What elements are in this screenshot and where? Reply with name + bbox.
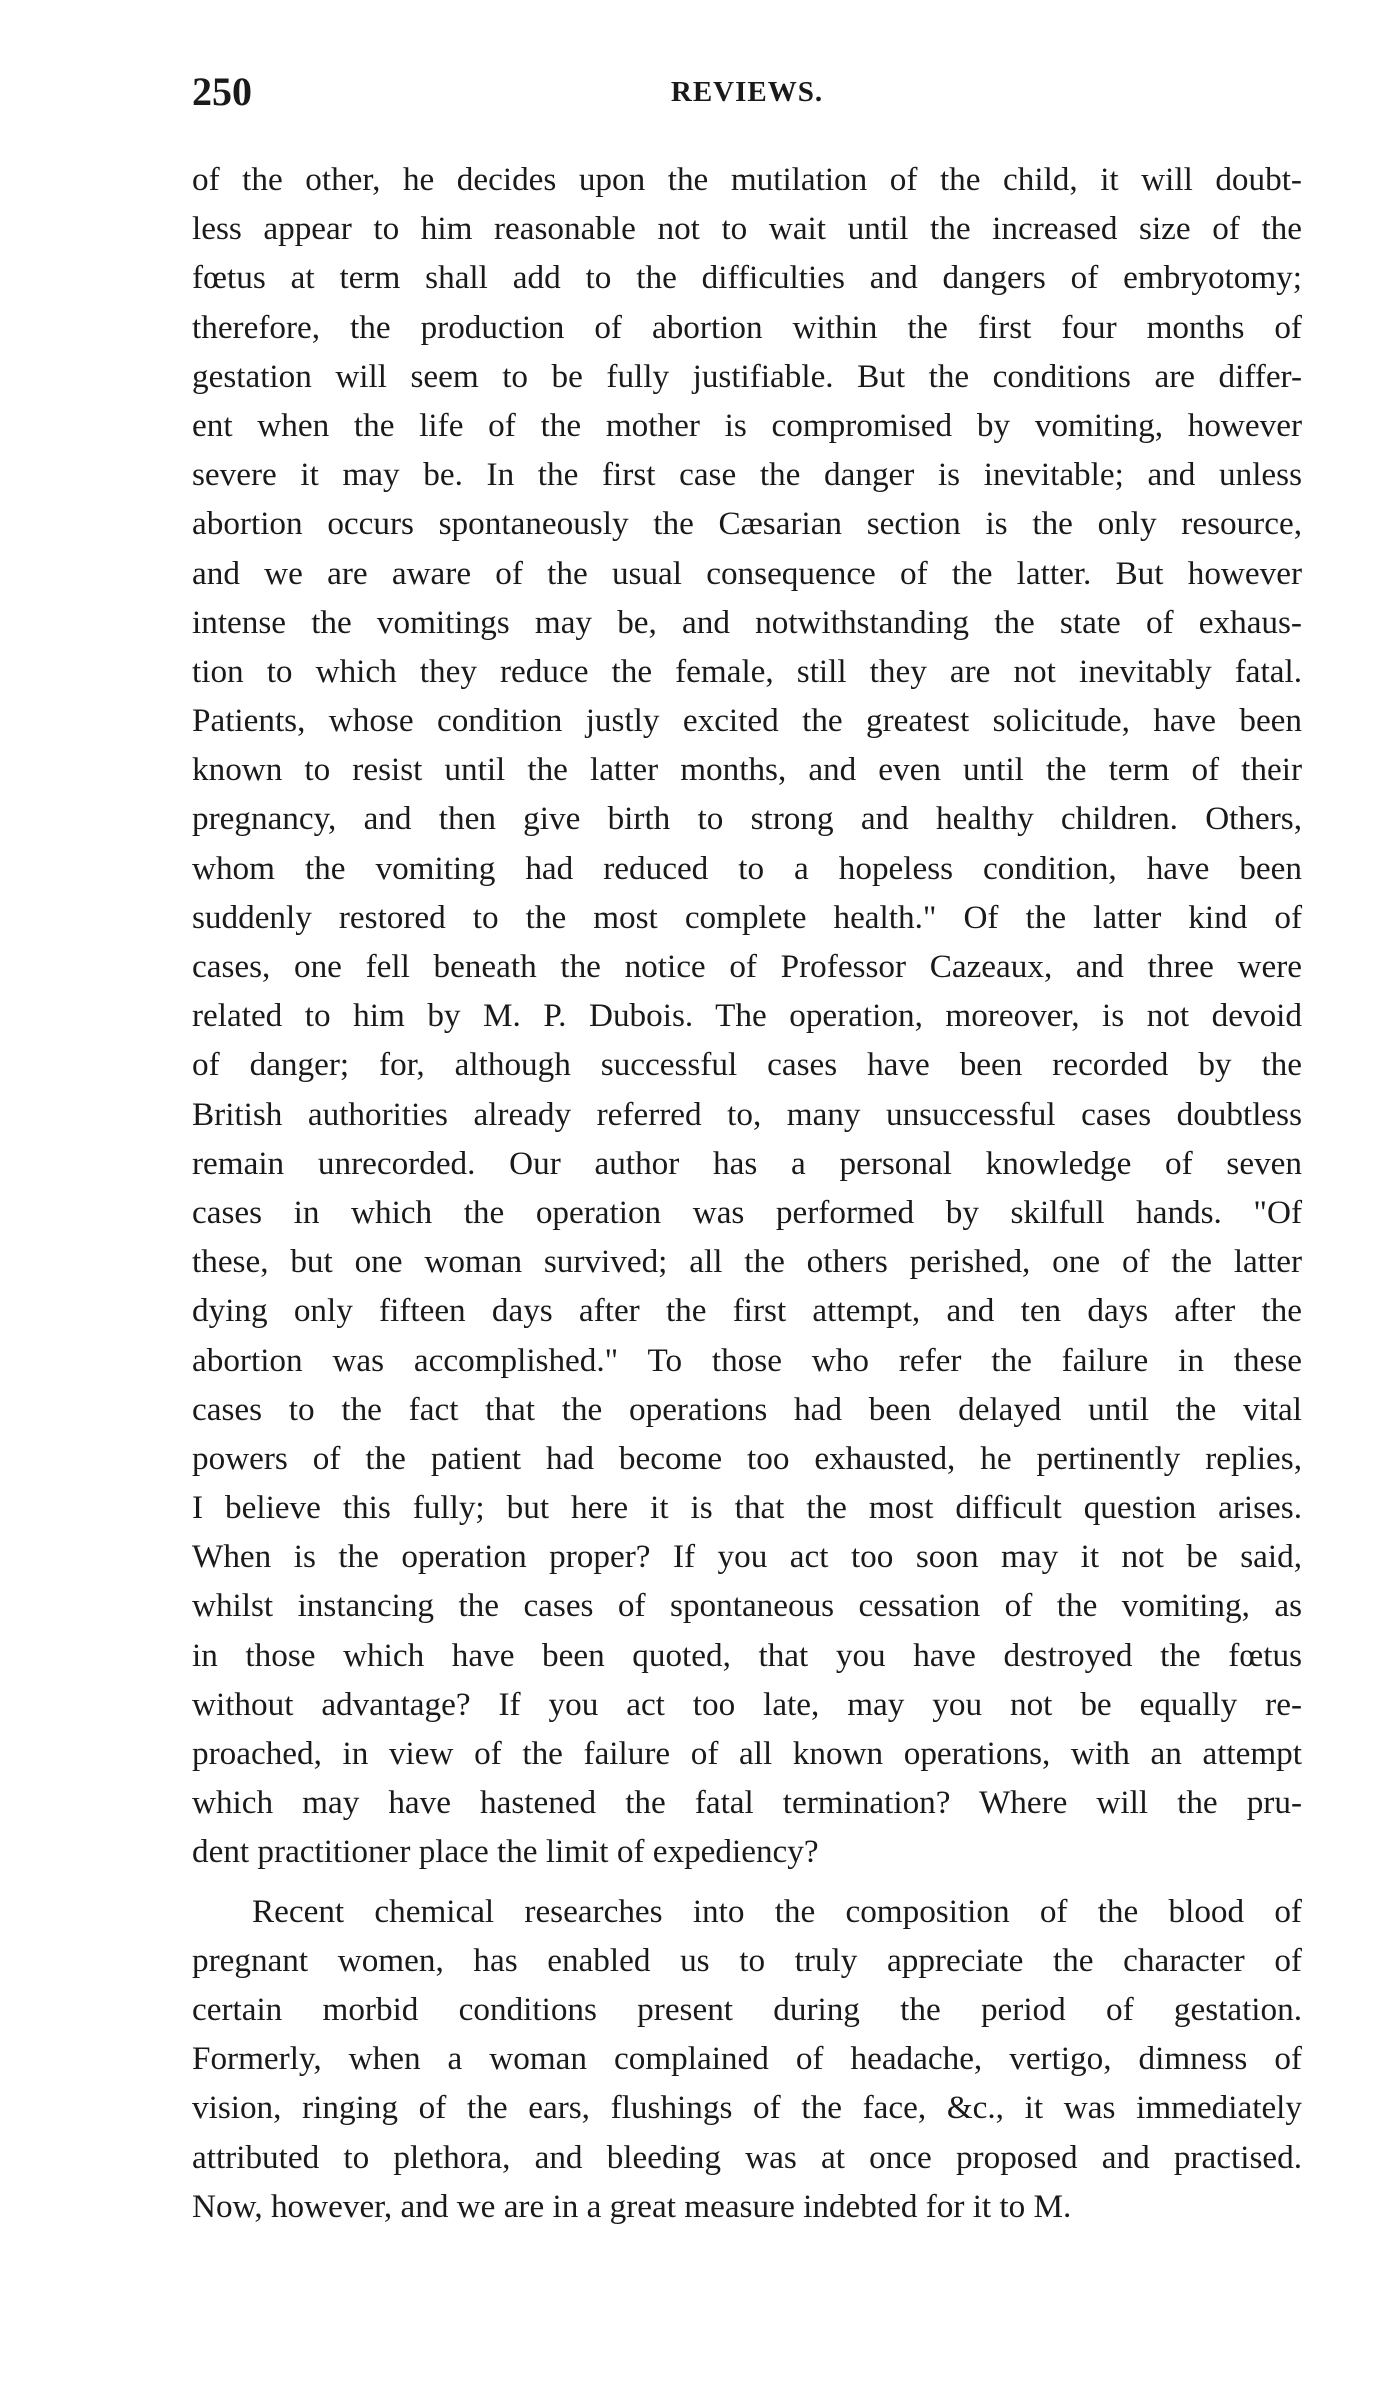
text-line: whom the vomiting had reduced to a hopeless condition, have been [192, 849, 1302, 887]
text-line: Now, however, and we are in a great measure indebted for it to M. [192, 2187, 1072, 2225]
text-line: whilst instancing the cases of spontaneous cessation of the vomiting, as [192, 1587, 1302, 1625]
text-line: remain unrecorded. Our author has a personal knowledge of seven [192, 1144, 1302, 1182]
text-line: intense the vomitings may be, and notwithstanding the state of exhaus- [192, 603, 1302, 641]
text-line: therefore, the production of abortion within the first four months of [192, 308, 1302, 346]
text-line: in those which have been quoted, that you have destroyed the fœtus [192, 1636, 1302, 1674]
paragraph-gap [192, 1877, 1302, 1887]
text-line: pregnancy, and then give birth to strong and healthy children. Others, [192, 800, 1302, 838]
text-line: these, but one woman survived; all the others perished, one of the latter [192, 1243, 1302, 1281]
text-line: dent practitioner place the limit of expediency? [192, 1833, 819, 1871]
text-line: pregnant women, has enabled us to truly appreciate the character of [192, 1941, 1302, 1979]
text-line: powers of the patient had become too exhausted, he pertinently replies, [192, 1439, 1302, 1477]
text-line: tion to which they reduce the female, still they are not inevitably fatal. [192, 652, 1302, 690]
text-line: cases in which the operation was performed by skilfull hands. "Of [192, 1193, 1302, 1231]
text-line: and we are aware of the usual consequence of the latter. But however [192, 554, 1302, 592]
text-line: ent when the life of the mother is compromised by vomiting, however [192, 406, 1302, 444]
running-head [192, 68, 1302, 128]
text-line: certain morbid conditions present during the period of gestation. [192, 1990, 1302, 2028]
text-line: Patients, whose condition justly excited the greatest solicitude, have been [192, 702, 1302, 740]
text-line: without advantage? If you act too late, may you not be equally re- [192, 1685, 1302, 1723]
running-title: REVIEWS. [670, 76, 824, 108]
text-line: proached, in view of the failure of all known operations, with an attempt [192, 1735, 1302, 1772]
text-line: When is the operation proper? If you act too soon may it not be said, [192, 1538, 1302, 1576]
page-number: 250 [192, 69, 252, 114]
text-line: I believe this fully; but here it is that the most difficult question arises. [192, 1489, 1302, 1527]
text-line: related to him by M. P. Dubois. The operation, moreover, is not devoid [192, 997, 1302, 1035]
text-line: cases, one fell beneath the notice of Professor Cazeaux, and three were [192, 948, 1302, 985]
text-line: fœtus at term shall add to the difficulties and dangers of embryotomy; [192, 259, 1302, 297]
text-line: abortion was accomplished." To those who refer the failure in these [192, 1341, 1302, 1379]
text-line: Recent chemical researches into the composition of the blood of [252, 1892, 1302, 1930]
text-line: severe it may be. In the first case the danger is inevitable; and unless [192, 456, 1302, 494]
paragraph [192, 1887, 1302, 2231]
text-line: Formerly, when a woman complained of headache, vertigo, dimness of [192, 2040, 1302, 2078]
text-line: British authorities already referred to, many unsuccessful cases doubtless [192, 1095, 1302, 1133]
text-line: less appear to him reasonable not to wait until the increased size of the [192, 210, 1302, 248]
paragraph [192, 155, 1302, 1877]
text-line: abortion occurs spontaneously the Cæsarian section is the only resource, [192, 505, 1302, 543]
text-line: of danger; for, although successful cases have been recorded by the [192, 1046, 1302, 1084]
text-line: cases to the fact that the operations had been delayed until the vital [192, 1390, 1302, 1428]
text-line: of the other, he decides upon the mutilation of the child, it will doubt- [192, 161, 1302, 198]
text-line: attributed to plethora, and bleeding was at once proposed and practised. [192, 2138, 1302, 2176]
text-line: which may have hastened the fatal termination? Where will the pru- [192, 1784, 1302, 1822]
text-line: suddenly restored to the most complete health." Of the latter kind of [192, 898, 1302, 936]
text-line: vision, ringing of the ears, flushings of the face, &c., it was immediately [192, 2089, 1302, 2127]
text-line: dying only fifteen days after the first attempt, and ten days after the [192, 1292, 1302, 1330]
body-text [192, 155, 1302, 2231]
text-line: known to resist until the latter months, and even until the term of their [192, 751, 1302, 789]
text-line: gestation will seem to be fully justifiable. But the conditions are differ- [192, 357, 1302, 395]
